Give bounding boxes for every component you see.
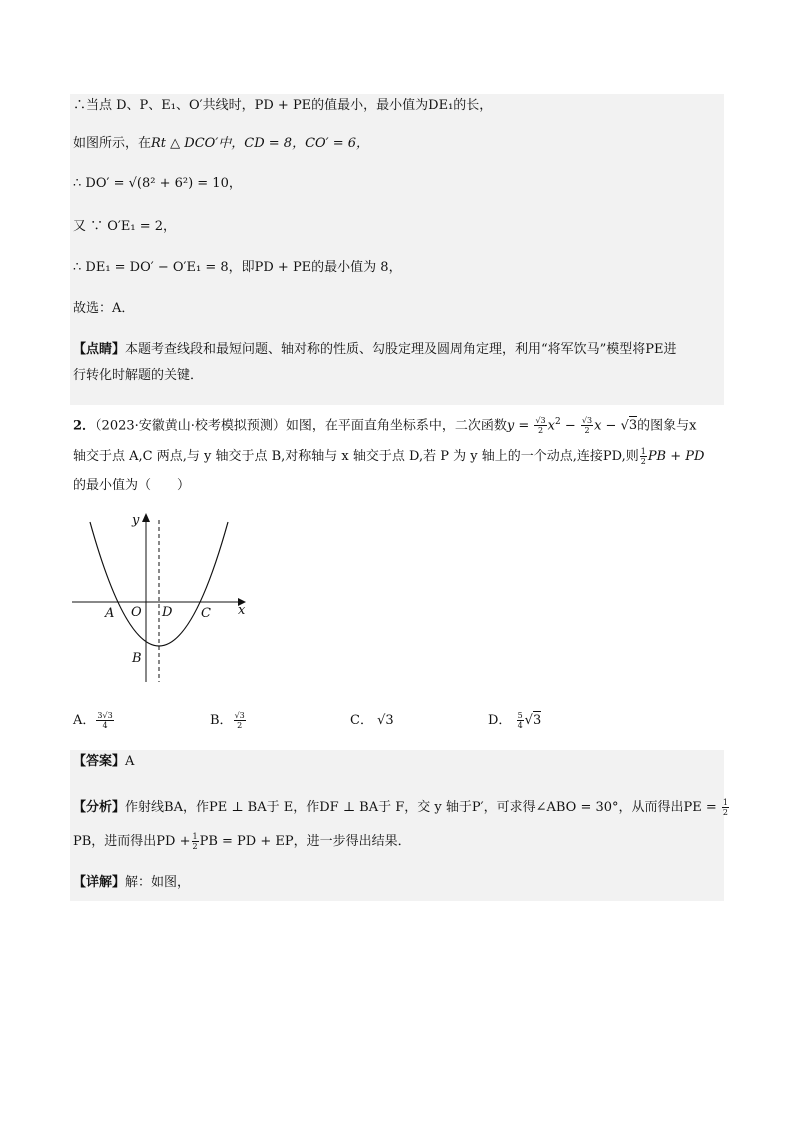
- x-axis-label: x: [238, 603, 246, 618]
- solution-line-4: 又 ∵ O′E₁ = 2，: [73, 219, 177, 234]
- point-a-label: A: [105, 606, 115, 621]
- question-line-1: 2．（2023·安徽黄山·校考模拟预测）如图，在平面直角坐标系中，二次函数y = $\frac{√3}{2}$ $x^2$ − $\frac{√3}{2}$ x − √3的图象与x: [73, 416, 697, 436]
- point-d-label: D: [162, 605, 173, 620]
- question-line-3: 的最小值为（ ）: [73, 478, 191, 493]
- solution-line-6: 故选：A．: [73, 301, 135, 316]
- point-c-label: C: [201, 606, 211, 621]
- answer-line: 【答案】A: [73, 754, 135, 769]
- option-c[interactable]: C． √3: [350, 713, 394, 728]
- solution-line-5: ∴ DE₁ = DO′ − O′E₁ = 8，即PD + PE的最小值为 8，: [73, 260, 402, 275]
- solution-line-3: ∴ DO′ = √(8² + 6²) = 10，: [73, 176, 242, 191]
- analysis-line-2: PB，进而得出PD + $\frac{1}{2}$ PB = PD + EP，进一步得出结果．: [73, 832, 411, 851]
- solution-line-2: 如图所示，在Rt △ DCO′中，CD = 8，CO′ = 6，: [73, 136, 370, 151]
- solution-line-1: ∴当点 D、P、E₁、O′共线时，PD + PE的值最小，最小值为DE₁的长，: [73, 98, 493, 113]
- analysis-line-1: 【分析】作射线BA，作PE ⊥ BA于 E，作DF ⊥ BA于 F，交 y 轴于P′，可求得∠ABO = 30°，从而得出PE = $\frac{1}{2}$: [73, 798, 729, 817]
- option-d[interactable]: D． $\frac{5}{4}$ √3: [488, 711, 542, 730]
- question-line-2: 轴交于点 A,C 两点,与 y 轴交于点 B,对称轴与 x 轴交于点 D,若 P 为 y 轴上的一个动点,连接PD,则 $\frac{1}{2}$ PB + PD: [73, 447, 705, 466]
- tip-line-2: 行转化时解题的关键．: [73, 368, 204, 383]
- point-o-label: O: [131, 605, 142, 620]
- option-b[interactable]: B． $\frac{√3}{2}$: [210, 711, 245, 730]
- point-b-label: B: [132, 651, 142, 666]
- tip-line-1: 【点睛】本题考查线段和最短问题、轴对称的性质、勾股定理及圆周角定理，利用“将军饮马”模型将PE进: [73, 342, 677, 357]
- detail-line: 【详解】解：如图，: [73, 875, 191, 890]
- y-axis-label: y: [132, 513, 140, 528]
- parabola-graph: [70, 510, 260, 690]
- option-a[interactable]: A． $\frac{3√3}{4}$: [73, 711, 113, 730]
